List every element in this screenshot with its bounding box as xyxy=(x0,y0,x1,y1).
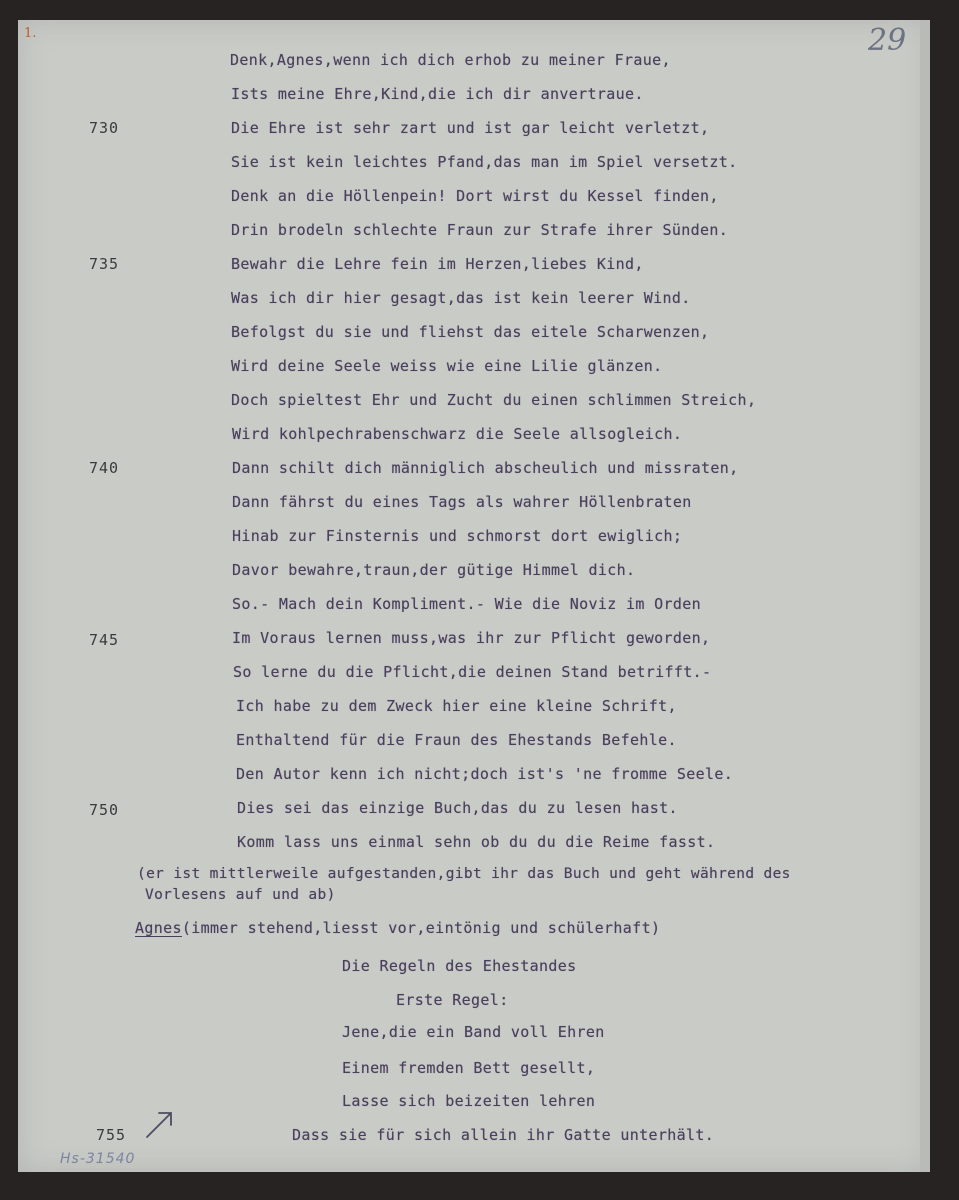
verse-line: Doch spieltest Ehr und Zucht du einen schlimmen Streich, xyxy=(231,391,757,409)
line-number: 755 xyxy=(96,1126,127,1144)
verse-line: Bewahr die Lehre fein im Herzen,liebes Kind, xyxy=(231,255,644,273)
verse-line: Dies sei das einzige Buch,das du zu lesen hast. xyxy=(237,799,678,817)
verse-line: Ich habe zu dem Zweck hier eine kleine Schrift, xyxy=(236,697,677,715)
verse-line: Hinab zur Finsternis und schmorst dort ewiglich; xyxy=(232,527,683,545)
verse-line: So.- Mach dein Kompliment.- Wie die Noviz im Orden xyxy=(232,595,702,613)
verse-line: So lerne du die Pflicht,die deinen Stand betrifft.- xyxy=(233,663,712,681)
rule-line: Jene,die ein Band voll Ehren xyxy=(342,1023,605,1041)
corner-mark: 1. xyxy=(24,26,37,41)
page-number: 29 xyxy=(868,23,907,58)
verse-line: Wird kohlpechrabenschwarz die Seele allsogleich. xyxy=(232,425,683,443)
line-number: 750 xyxy=(89,801,120,819)
rule-line: Dass sie für sich allein ihr Gatte unterhält. xyxy=(292,1126,715,1144)
page-edge-shadow xyxy=(920,20,930,1172)
rule-line: Lasse sich beizeiten lehren xyxy=(342,1092,596,1110)
rules-subtitle: Erste Regel: xyxy=(396,991,509,1009)
verse-line: Im Voraus lernen muss,was ihr zur Pflicht geworden, xyxy=(232,629,711,647)
verse-line: Dann schilt dich männiglich abscheulich und missraten, xyxy=(232,459,739,477)
verse-line: Denk an die Höllenpein! Dort wirst du Kessel finden, xyxy=(231,187,719,205)
stage-direction-line: (er ist mittlerweile aufgestanden,gibt ihr das Buch und geht während des xyxy=(137,866,791,882)
pencil-arrow-icon xyxy=(143,1105,183,1145)
verse-line: Sie ist kein leichtes Pfand,das man im Spiel versetzt. xyxy=(231,153,738,171)
verse-line: Denk,Agnes,wenn ich dich erhob zu meiner Fraue, xyxy=(230,51,671,69)
verse-line: Was ich dir hier gesagt,das ist kein leerer Wind. xyxy=(231,289,691,307)
line-number: 745 xyxy=(89,631,120,649)
rules-title: Die Regeln des Ehestandes xyxy=(342,957,577,975)
verse-line: Komm lass uns einmal sehn ob du du die Reime fasst. xyxy=(237,833,716,851)
verse-line: Drin brodeln schlechte Fraun zur Strafe ihrer Sünden. xyxy=(231,221,729,239)
line-number: 735 xyxy=(89,255,120,273)
verse-line: Den Autor kenn ich nicht;doch ist's 'ne fromme Seele. xyxy=(236,765,734,783)
line-number: 740 xyxy=(89,459,120,477)
typescript-page xyxy=(18,20,930,1172)
verse-line: Die Ehre ist sehr zart und ist gar leicht verletzt, xyxy=(231,119,710,137)
speaker-line xyxy=(135,919,660,937)
verse-line: Befolgst du sie und fliehst das eitele Scharwenzen, xyxy=(231,323,710,341)
verse-line: Enthaltend für die Fraun des Ehestands Befehle. xyxy=(236,731,677,749)
verse-line: Davor bewahre,traun,der gütige Himmel dich. xyxy=(232,561,636,579)
speaker-direction: (immer stehend,liesst vor,eintönig und schülerhaft) xyxy=(181,919,661,937)
rule-line: Einem fremden Bett gesellt, xyxy=(342,1059,596,1077)
speaker-name: Agnes xyxy=(135,919,182,937)
verse-line: Ists meine Ehre,Kind,die ich dir anvertraue. xyxy=(231,85,644,103)
archive-id: Hs-31540 xyxy=(60,1151,136,1167)
verse-line: Wird deine Seele weiss wie eine Lilie glänzen. xyxy=(231,357,663,375)
line-number: 730 xyxy=(89,119,120,137)
verse-line: Dann fährst du eines Tags als wahrer Höllenbraten xyxy=(232,493,692,511)
stage-direction-line: Vorlesens auf und ab) xyxy=(145,887,336,903)
